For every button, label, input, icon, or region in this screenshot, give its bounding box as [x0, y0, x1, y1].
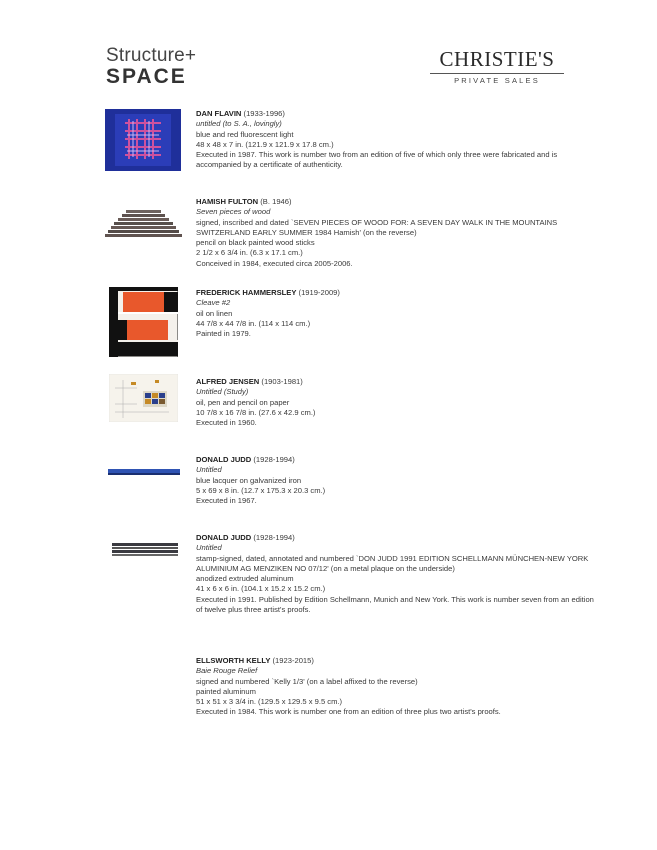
artist-name: ELLSWORTH KELLY	[196, 656, 271, 665]
artist-dates: (1933-1996)	[243, 109, 285, 118]
dimensions: 10 7/8 x 16 7/8 in. (27.6 x 42.9 cm.)	[196, 407, 316, 417]
dimensions: 51 x 51 x 3 3/4 in. (129.5 x 129.5 x 9.5 cm.)	[196, 697, 343, 707]
christies-rule	[430, 73, 564, 74]
artwork-entry-kelly	[196, 656, 596, 718]
execution-note: Conceived in 1984, executed circa 2005-2006.	[196, 258, 353, 268]
artwork-entry-hammersley	[196, 288, 596, 339]
execution-note: Painted in 1979.	[196, 329, 251, 339]
artist-name: DONALD JUDD	[196, 533, 252, 542]
medium: blue and red fluorescent light	[196, 129, 294, 139]
artwork-title: Untitled	[196, 465, 222, 475]
artwork-title: Cleave #2	[196, 298, 231, 308]
dimensions: 44 7/8 x 44 7/8 in. (114 x 114 cm.)	[196, 318, 311, 328]
artwork-thumbnail-judd-blue	[108, 468, 180, 476]
artist-name: FREDERICK HAMMERSLEY	[196, 288, 297, 297]
execution-note: Executed in 1987. This work is number two from an edition of five of which only three were fabricated and is accompanied by a certificate of authenticity.	[196, 150, 558, 170]
medium: anodized extruded aluminum	[196, 574, 294, 584]
execution-note: Executed in 1984. This work is number one from an edition of three plus two artist's proofs.	[196, 707, 501, 717]
inscription: signed and numbered `Kelly 1/3' (on a label affixed to the reverse)	[196, 676, 418, 686]
christies-name: CHRISTIE'S	[439, 47, 555, 71]
artwork-thumbnail-jensen	[109, 374, 178, 422]
execution-note: Executed in 1991. Published by Edition Schellmann, Munich and New York. This work is number seven from an edition of twelve plus three artist's proofs.	[196, 594, 594, 615]
artist-dates: (1923-2015)	[272, 656, 314, 665]
artwork-entry-judd-1991	[196, 533, 596, 615]
medium: oil on linen	[196, 308, 233, 318]
brand-line2: SPACE	[106, 65, 187, 88]
dimensions: 41 x 6 x 6 in. (104.1 x 15.2 x 15.2 cm.)	[196, 584, 326, 594]
structure-space-logo	[106, 46, 196, 87]
medium: blue lacquer on galvanized iron	[196, 475, 302, 485]
execution-note: Executed in 1967.	[196, 496, 257, 506]
artwork-title: untitled (to S. A., lovingly)	[196, 119, 282, 129]
dimensions: 48 x 48 x 7 in. (121.9 x 121.9 x 17.8 cm.)	[196, 139, 334, 149]
christies-logo	[428, 49, 566, 85]
artwork-title: Untitled (Study)	[196, 387, 249, 397]
inscription: signed, inscribed and dated `SEVEN PIECES OF WOOD FOR: A SEVEN DAY WALK IN THE MOUNTAINS SWITZERLAND EARLY SUMMER 1984 Hamish' (on the reverse)	[196, 217, 558, 237]
artwork-thumbnail-fulton	[104, 208, 183, 240]
dimensions: 5 x 69 x 8 in. (12.7 x 175.3 x 20.3 cm.)	[196, 485, 326, 495]
artwork-entry-fulton	[196, 197, 596, 269]
execution-note: Executed in 1960.	[196, 418, 257, 428]
dimensions: 2 1/2 x 6 3/4 in. (6.3 x 17.1 cm.)	[196, 248, 303, 258]
artwork-entry-judd-1967	[196, 455, 596, 506]
artwork-entry-flavin	[196, 109, 596, 171]
artist-dates: (1903-1981)	[261, 377, 303, 386]
artist-dates: (1928-1994)	[253, 455, 295, 464]
medium: oil, pen and pencil on paper	[196, 397, 290, 407]
medium: pencil on black painted wood sticks	[196, 238, 315, 248]
artwork-title: Baie Rouge Relief	[196, 666, 258, 676]
artist-dates: (1928-1994)	[253, 533, 295, 542]
artwork-title: Seven pieces of wood	[196, 207, 271, 217]
inscription: stamp-signed, dated, annotated and numbered `DON JUDD 1991 EDITION SCHELLMANN MÜNCHEN-NEW YORK ALUMINIUM AG MENZIKEN NO 07/12' (on a metal plaque on the underside)	[196, 553, 589, 573]
artist-name: HAMISH FULTON	[196, 197, 259, 206]
artist-dates: (B. 1946)	[260, 197, 292, 206]
christies-subtitle: PRIVATE SALES	[454, 76, 540, 85]
artist-name: DONALD JUDD	[196, 455, 252, 464]
artwork-thumbnail-hammersley	[109, 287, 178, 357]
medium: painted aluminum	[196, 686, 256, 696]
artist-name: ALFRED JENSEN	[196, 377, 260, 386]
artwork-title: Untitled	[196, 543, 222, 553]
artist-dates: (1919-2009)	[298, 288, 340, 297]
artwork-thumbnail-judd-aluminum	[112, 543, 178, 557]
brand-line1: Structure+	[106, 45, 197, 66]
artwork-entry-jensen	[196, 377, 596, 428]
artwork-thumbnail-flavin	[105, 109, 181, 171]
artist-name: DAN FLAVIN	[196, 109, 242, 118]
